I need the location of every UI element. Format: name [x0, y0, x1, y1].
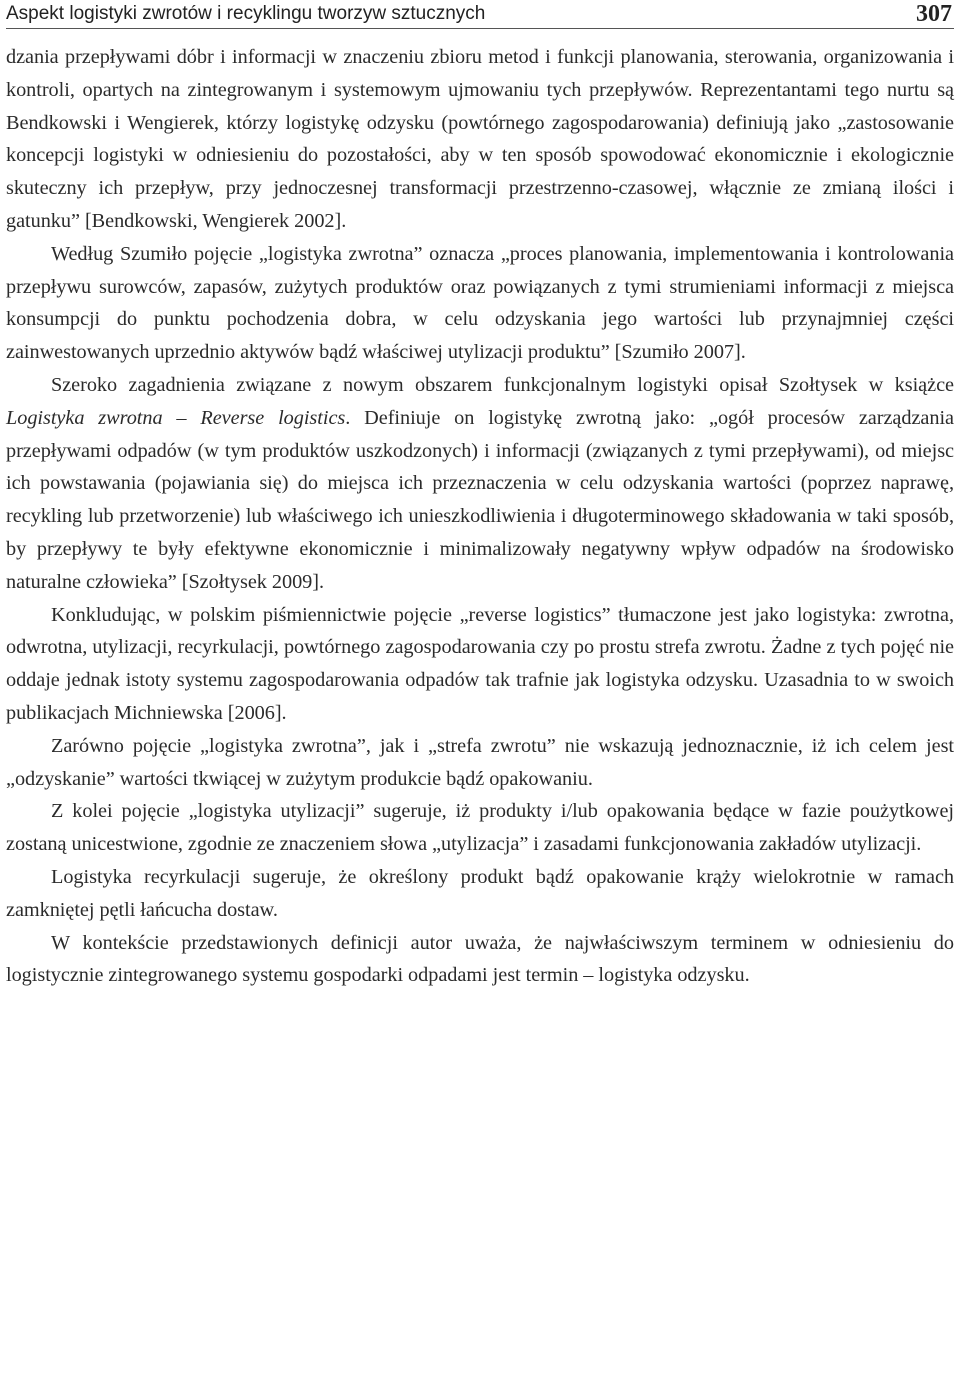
book-title: Logistyka zwrotna – Reverse logistics — [6, 406, 346, 429]
paragraph-text-before-title: Szeroko zagadnienia związane z nowym obszarem funkcjonalnym logistyki opisał Szołtysek w książce — [51, 373, 954, 396]
page-number: 307 — [916, 1, 952, 27]
paragraph-author-view: W kontekście przedstawionych definicji autor uważa, że najwłaściwszym terminem w odniesieniu do logistycznie zintegrowanego systemu gospodarki odpadami jest termin – logistyka odzysku. — [6, 931, 954, 987]
paragraph-szoltysek-definition — [6, 369, 954, 599]
paragraph-zwrotna-term: Zarówno pojęcie „logistyka zwrotna”, jak i „strefa zwrotu” nie wskazują jednoznacznie, iż ich celem jest „odzyskanie” wartości tkwiącej w zużytym produkcie bądź opakowaniu. — [6, 734, 954, 790]
body-text — [6, 41, 954, 992]
running-header — [6, 0, 954, 29]
paragraph-utylizacja-term: Z kolei pojęcie „logistyka utylizacji” sugeruje, iż produkty i/lub opakowania będące w fazie poużytkowej zostaną unicestwione, zgodnie ze znaczeniem słowa „utylizacja” i zasadami funkcjonowania zakładów utylizacji. — [6, 800, 954, 856]
paragraph-conclusion: Konkludując, w polskim piśmiennictwie pojęcie „reverse logistics” tłumaczone jest jako logistyka: zwrotna, odwrotna, utylizacji, recyrkulacji, powtórnego zagospodarowania czy po prostu strefa zwrotu. Żadne z tych pojęć nie oddaje jednak istoty systemu zagospodarowania odpadów tak trafnie jak logistyka odzysku. Uzasadnia to w swoich publikacjach Michniewska [2006]. — [6, 603, 954, 724]
running-title: Aspekt logistyki zwrotów i recyklingu tworzyw sztucznych — [6, 3, 486, 24]
paragraph-continuation: dzania przepływami dóbr i informacji w znaczeniu zbioru metod i funkcji planowania, sterowania, organizowania i kontroli, opartych na zintegrowanym i systemowym ujmowaniu tych przepływów. Reprezentantami tego nurtu są Bendkowski i Wengierek, którzy logistykę odzysku (powtórnego zagospodarowania) definiują jako „zastosowanie koncepcji logistyki w odniesieniu do pozostałości, aby w ten sposób spowodować ekonomicznie i ekologicznie skuteczny ich przepływ, przy jednoczesnej transformacji przestrzenno-czasowej, włącznie ze zmianą ilości i gatunku” [Bendkowski, Wengierek 2002]. — [6, 46, 954, 232]
paragraph-text-after-title: . Definiuje on logistykę zwrotną jako: „ogół procesów zarządzania przepływami odpadów (w tym produktów uszkodzonych) i informacji (związanych z tymi przepływami), od miejsc ich powstawania (pojawiania się) do miejsca ich przeznaczenia w celu odzyskania wartości (poprzez naprawę, recykling lub przetworzenie) lub właściwego ich unieszkodliwienia i długoterminowego składowania w taki sposób, by przepływy te były efektywne ekonomicznie i minimalizowały negatywny wpływ odpadów na środowisko naturalne człowieka” [Szołtysek 2009]. — [6, 406, 954, 593]
paragraph-szumilo-definition: Według Szumiło pojęcie „logistyka zwrotna” oznacza „proces planowania, implementowania i kontrolowania przepływu surowców, zapasów, zużytych produktów oraz powiązanych z tymi strumieniami informacji z miejsca konsumpcji do punktu pochodzenia dobra, w celu odzyskania jego wartości lub przynajmniej części zainwestowanych uprzednio aktywów bądź właściwej utylizacji produktu” [Szumiło 2007]. — [6, 242, 954, 364]
paragraph-recyrkulacja-term: Logistyka recyrkulacji sugeruje, że określony produkt bądź opakowanie krąży wielokrotnie w ramach zamkniętej pętli łańcucha dostaw. — [6, 865, 954, 921]
